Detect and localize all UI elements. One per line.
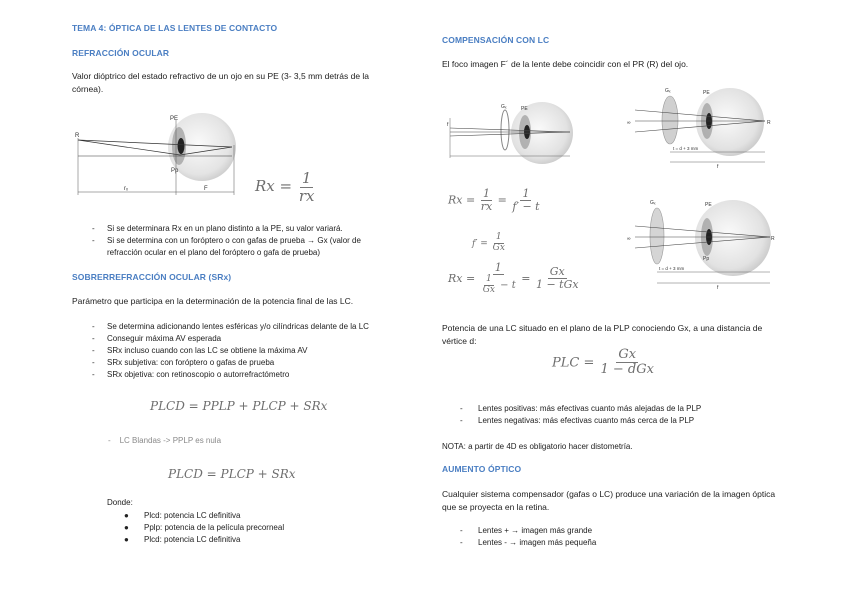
aumento-text: Cualquier sistema compensador (gafas o LC) produce una variación de la imagen óptica que se proyecta en la retina. — [442, 489, 776, 512]
label-f: f — [447, 122, 449, 128]
formula-plc: PLC = $\frac{Gx}{\text{1 − dGx}}$ — [552, 347, 654, 378]
label-pe: PE — [703, 90, 710, 96]
definition-item: ● Plcd: potencia LC definitiva — [124, 535, 241, 544]
sobrerrefraccion-heading: SOBRERREFRACCIÓN OCULAR (SRx) — [72, 272, 232, 282]
list-item: - SRx subjetiva: con foróptero o gafas de prueba — [92, 358, 275, 367]
formula-plcd-full: PLCD = PPLP + PLCP + SRx — [150, 399, 328, 413]
donde-label: Donde: — [107, 498, 133, 507]
definition-item: ● Pplp: potencia de la película precorneal — [124, 523, 285, 532]
list-item: - Si se determinara Rx en un plano distinto a la PE, su valor variará. — [92, 224, 343, 233]
label-r: R — [75, 133, 80, 139]
compensacion-heading: COMPENSACIÓN CON LC — [442, 35, 550, 45]
label-r: R — [767, 120, 771, 126]
list-item-continuation: refracción ocular en el plano del foróptero o gafa de prueba) — [107, 248, 321, 257]
definition-item: ● Plcd: potencia LC definitiva — [124, 511, 241, 520]
list-item: - Lentes - → imagen más pequeña — [460, 538, 597, 547]
formula-rx-refraccion: Rx = $\frac{1}{rx}$ — [255, 169, 315, 205]
page-title: TEMA 4: ÓPTICA DE LAS LENTES DE CONTACTO — [72, 23, 278, 33]
aumento-heading: AUMENTO ÓPTICO — [442, 464, 522, 474]
label-pp: Pp — [171, 168, 179, 174]
list-item: - Conseguir máxima AV esperada — [92, 334, 222, 343]
formula-rx-compensacion: Rx = $\frac{1}{rx}$ = $\frac{1}{f' - t}$ — [448, 187, 540, 214]
list-item: - Lentes + → imagen más grande — [460, 526, 593, 535]
refraccion-text: Valor dióptrico del estado refractivo de un ojo en su PE (3- 3,5 mm detrás de la córnea). — [72, 71, 370, 94]
lens-eye-diagram-b — [625, 80, 775, 170]
label-pe: PE — [521, 106, 528, 112]
label-pe: PE — [705, 202, 712, 208]
label-g: Gₓ — [650, 200, 656, 206]
svg-text:∞: ∞ — [627, 236, 631, 242]
svg-text:∞: ∞ — [627, 120, 631, 126]
formula-f-prima: f′ = $\frac{1}{Gx}$ — [472, 232, 505, 253]
label-g: Gₓ — [501, 104, 507, 110]
sobrerrefraccion-text: Parámetro que participa en la determinación de la potencia final de las LC. — [72, 296, 354, 306]
label-f: F — [204, 186, 208, 192]
lens-eye-diagram-a — [445, 98, 585, 170]
list-item: - SRx incluso cuando con las LC se obtiene la máxima AV — [92, 346, 308, 355]
lens-eye-diagram-c — [625, 190, 775, 290]
nota-text: NOTA: a partir de 4D es obligatorio hacer distometría. — [442, 442, 633, 451]
lc-blandas-note: - LC Blandas -> PPLP es nula — [108, 436, 222, 445]
list-item: - Si se determina con un foróptero o con gafas de prueba → Gx (valor de — [92, 236, 361, 245]
list-item: - Lentes negativas: más efectivas cuanto más cerca de la PLP — [460, 416, 695, 425]
label-t: t = d + 3 mm — [673, 146, 699, 151]
list-item: - Se determina adicionando lentes esféricas y/o cilíndricas delante de la LC — [92, 322, 369, 331]
compensacion-text: El foco imagen F´ de la lente debe coincidir con el PR (R) del ojo. — [442, 59, 689, 69]
eye-refraction-diagram — [72, 110, 247, 200]
refraccion-heading: REFRACCIÓN OCULAR — [72, 48, 170, 58]
list-item: - Lentes positivas: más efectivas cuanto más alejadas de la PLP — [460, 404, 702, 413]
label-pe: PE — [170, 116, 179, 122]
label-r: R — [771, 236, 775, 242]
label-g: Gₓ — [665, 88, 671, 94]
formula-plcd-soft: PLCD = PLCP + SRx — [168, 467, 296, 481]
label-t: t = d + 3 mm — [659, 266, 685, 271]
formula-rx-gx: Rx = 1 $\frac{1}{Gx}$ − t = $\frac{Gx}{\text{1 − tGx}}$ — [448, 261, 579, 295]
label-pp: Pp — [703, 256, 710, 262]
potencia-text: Potencia de una LC situado en el plano de la PLP conociendo Gx, a una distancia de vértice d: — [442, 323, 763, 346]
label-f: f — [717, 164, 719, 170]
label-rx: rₓ — [124, 186, 128, 192]
list-item: - SRx objetiva: con retinoscopio o autorrefractómetro — [92, 370, 290, 379]
label-f: f — [717, 285, 719, 290]
